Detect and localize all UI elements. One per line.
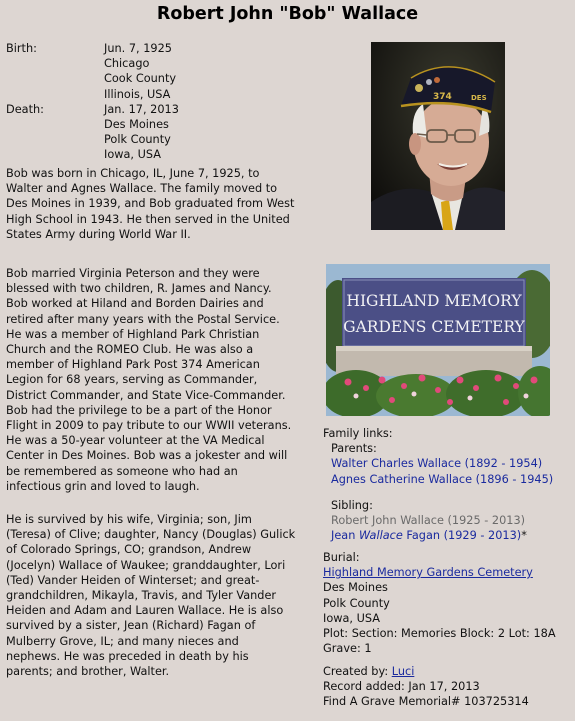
burial-city: Des Moines: [323, 581, 388, 595]
sibling-jean-rest[interactable]: Fagan (1929 - 2013): [402, 529, 522, 543]
created-by-label: Created by:: [323, 665, 392, 678]
burial-county: Polk County: [323, 596, 390, 610]
bio-paragraph-survivors: He is survived by his wife, Virginia; son, Jim (Teresa) of Clive; daughter, Nancy (Douglas) Gulick of Colorado Springs, CO; grandson, Andrew (Jocelyn) Wallace of Waukee; granddaughter, Lori (Ted) Vander Heiden of Winterset; and great-grandchildren, Mikayla, Travis, and Tyler Vander Heiden and Adam and Lauren Wallace. He is also survived by a sister, Jean (Richard) Fagan of Mulberry Grove, IL; and many nieces and nephews. He was preceded in death by his parents; and brother, Walter.: [6, 513, 296, 679]
birth-row: [6, 41, 179, 102]
bio-paragraph-career: Bob married Virginia Peterson and they were blessed with two children, R. James and Nancy. Bob worked at Hiland and Borden Dairies and retired after many years with the Postal Service. He was a member of Highland Park Christian Church and the ROMEO Club. He was also a member of Highland Park Post 374 American Legion for 68 years, serving as Commander, District Commander, and State Vice-Commander. Bob had the privilege to be a part of the Honor Flight in 2009 to pay tribute to our WWII veterans. He was a 50-year volunteer at the VA Medical Center in Des Moines. Bob was a jokester and will be remembered as someone who had an infectious grin and loved to laugh.: [6, 267, 292, 493]
family-links-heading: Family links:: [323, 427, 393, 440]
sign-line-2: GARDENS CEMETERY: [343, 318, 525, 336]
parent-link-agnes[interactable]: [323, 472, 553, 487]
cemetery-sign-illustration: [326, 264, 550, 416]
birth-date: Jun. 7, 1925: [104, 42, 172, 55]
portrait-photo[interactable]: [371, 42, 505, 230]
birth-state: Illinois, USA: [104, 87, 171, 101]
cemetery-photo[interactable]: [326, 264, 550, 416]
cap-text-right: DES: [471, 94, 487, 102]
death-county: Polk County: [104, 133, 171, 147]
sibling-jean-mark: *: [521, 529, 527, 543]
death-date: Jan. 17, 2013: [104, 102, 179, 116]
sibling-label: Sibling:: [331, 498, 373, 512]
birth-county: Cook County: [104, 72, 177, 86]
sibling-jean-maiden[interactable]: Wallace: [358, 529, 403, 543]
creator-link[interactable]: Luci: [391, 665, 415, 678]
burial-state: Iowa, USA: [323, 611, 380, 625]
sibling-link-jean[interactable]: [323, 528, 553, 543]
portrait-illustration: [371, 42, 505, 230]
cap-post-number: 374: [433, 92, 452, 102]
sibling-self: Robert John Wallace (1925 - 2013): [331, 514, 526, 528]
birth-label: Birth:: [6, 42, 37, 55]
bio-paragraph-early-life: Bob was born in Chicago, IL, June 7, 1925, to Walter and Agnes Wallace. The family moved to Des Moines in 1939, and Bob graduated from West High School in 1943. He then served in the United States Army during World War II.: [6, 167, 295, 241]
death-city: Des Moines: [104, 118, 169, 132]
death-state: Iowa, USA: [104, 148, 161, 162]
burial-info: [323, 550, 556, 656]
record-meta: [323, 664, 529, 710]
birth-values: [104, 41, 176, 102]
burial-grave: Grave: 1: [323, 642, 372, 656]
vital-info: [6, 41, 179, 163]
cemetery-link[interactable]: [323, 565, 556, 580]
parent-link-walter-text[interactable]: Walter Charles Wallace (1892 - 1954): [331, 457, 543, 471]
death-label: Death:: [6, 102, 44, 116]
burial-plot: Plot: Section: Memories Block: 2 Lot: 18A: [323, 627, 556, 641]
parents-label: Parents:: [331, 442, 377, 456]
sign-line-1: HIGHLAND MEMORY: [346, 292, 522, 310]
birth-city: Chicago: [104, 57, 150, 71]
created-by-row: [323, 664, 529, 679]
death-row: [6, 102, 179, 163]
burial-label: Burial:: [323, 551, 360, 564]
cemetery-link-text[interactable]: Highland Memory Gardens Cemetery: [323, 566, 533, 580]
memorial-id: Find A Grave Memorial# 103725314: [323, 695, 529, 709]
memorial-title: Robert John "Bob" Wallace: [156, 4, 419, 24]
parent-link-walter[interactable]: [323, 456, 553, 471]
record-added: Record added: Jan 17, 2013: [323, 680, 480, 694]
family-links: [323, 426, 553, 543]
parent-link-agnes-text[interactable]: Agnes Catherine Wallace (1896 - 1945): [331, 472, 554, 486]
death-values: [104, 102, 179, 163]
family-spacer: [323, 487, 553, 498]
sibling-jean-first[interactable]: Jean: [331, 529, 359, 543]
